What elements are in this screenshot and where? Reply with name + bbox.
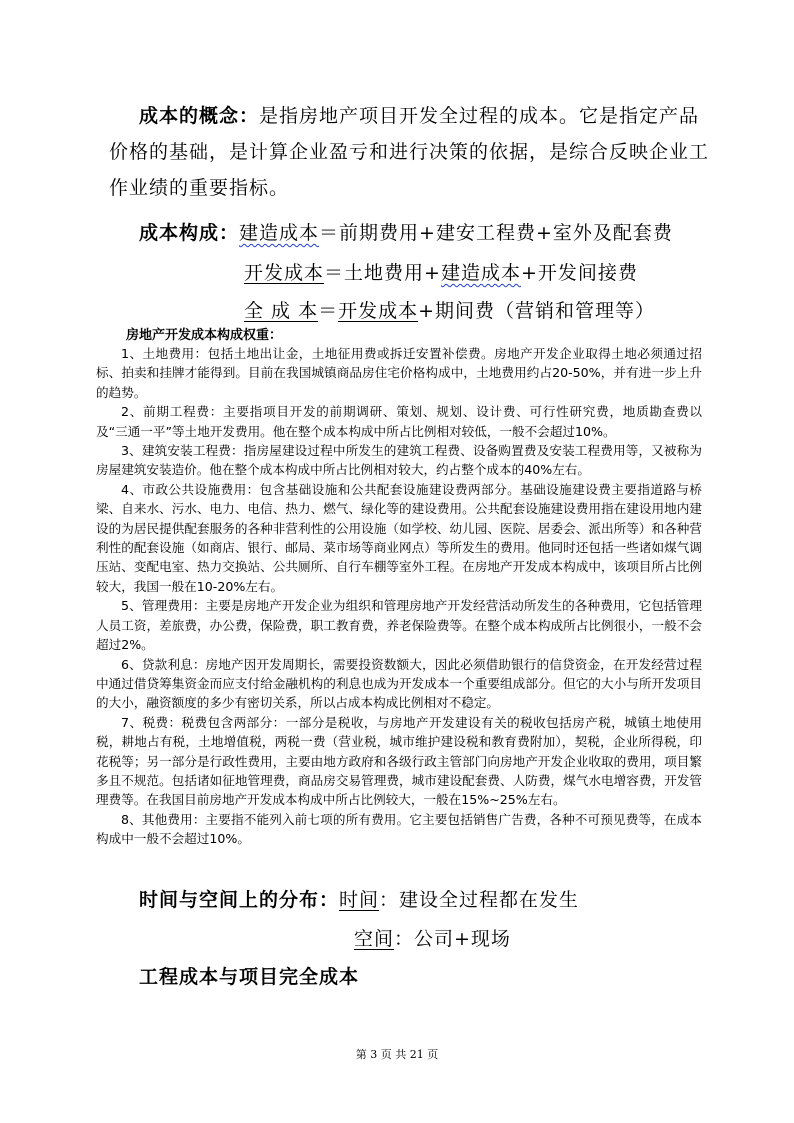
cost-weight-paragraph: 2、前期工程费：主要指项目开发的前期调研、策划、规划、设计费、可行性研究费，地质勘查费以及“三通一平”等土地开发费用。他在整个成本构成中所占比例相对较低，一般不会超过10%。 [96,404,702,439]
development-cost-formula-term: 建造成本 [440,262,521,284]
page-number-footer: 第 3 页 共 21 页 [355,1048,439,1061]
cost-composition-label: 成本构成： [139,222,240,244]
cost-composition-line-1 [139,218,673,245]
cost-weight-paragraph: 4、市政公共设施费用：包含基础设施和公共配套设施建设费两部分。基础设施建设费主要指道路与桥梁、自来水、污水、电力、电信、热力、燃气、绿化等的建设费用。公共配套设施建设费用指在建设用地内建设的为居民提供配套服务的各种非营利性的公用设施（如学校、幼儿园、医院、居委会、派出所等）和各种营利性的配套设施（如商店、银行、邮局、菜市场等商业网点）等所发生的费用。他同时还包括一些诸如煤气调压站、变配电室、热力交换站、公共厕所、自行车棚等室外工程。在房地产开发成本构成中，该项目所占比例较大，我国一般在10-20%左右。 [96,481,702,594]
cost-weight-paragraph: 1、土地费用：包括土地出让金，土地征用费或拆迁安置补偿费。房地产开发企业取得土地必须通过招标、拍卖和挂牌才能得到。目前在我国城镇商品房住宅价格构成中，土地费用约占20-50%，并有进一步上升的趋势。 [96,346,702,400]
development-cost-formula-a: ＝土地费用+ [324,262,441,284]
full-cost-formula-b: +期间费（营销和管理等） [418,300,656,322]
cost-weights-body [96,344,702,849]
cost-weight-paragraph: 7、税费：税费包含两部分：一部分是税收，与房地产开发建设有关的税收包括房产税，城镇土地使用税，耕地占有税，土地增值税，两税一费（营业税，城市维护建设税和教育费附加），契税，企业所得税，印花税等；另一部分是行政性费用，主要由地方政府和各级行政主管部门向房地产开发企业收取的费用，项目繁多且不规范。包括诸如征地管理费，商品房交易管理费，城市建设配套费、人防费，煤气水电增容费，开发管理费等。在我国目前房地产开发成本构成中所占比例较大，一般在15%~25%左右。 [96,714,702,808]
construction-cost-formula: ＝前期费用+建安工程费+室外及配套费 [319,222,673,244]
time-term: 时间 [339,889,380,911]
cost-concept-paragraph [109,98,709,206]
cost-weights-title: 房地产开发成本构成权重： [126,328,283,343]
distribution-time-line [139,885,579,912]
distribution-label: 时间与空间上的分布： [139,889,340,911]
space-term: 空间 [354,928,395,950]
cost-composition-line-3 [244,296,655,323]
distribution-space-line [354,924,511,951]
full-cost-formula-a: ＝ [318,300,339,322]
cost-composition-line-2 [244,258,638,285]
cost-weight-paragraph: 6、贷款利息：房地产因开发周期长，需要投资数额大，因此必须借助银行的信贷资金，在开发经营过程中通过借贷筹集资金而应支付给金融机构的利息也成为开发成本一个重要组成部分。但它的大小与所开发项目的大小，融资额度的多少有密切关系，所以占成本构成比例相对不稳定。 [96,656,702,711]
development-cost-formula-b: +开发间接费 [520,262,638,284]
cost-weight-paragraph: 5、管理费用：主要是房地产开发企业为组织和管理房地产开发经营活动所发生的各种费用，它包括管理人员工资，差旅费，办公费，保险费，职工教育费，养老保险费等。在整个成本构成所占比例很小，一般不会超过2%。 [96,598,702,653]
cost-weight-paragraph: 8、其他费用：主要指不能列入前七项的所有费用。它主要包括销售广告费，各种不可预见费等，在成本构成中一般不会超过10%。 [96,811,702,847]
full-cost-term: 全 成 本 [244,300,319,322]
time-text: ：建设全过程都在发生 [379,889,580,911]
construction-cost-term: 建造成本 [239,222,320,244]
cost-concept-text: 是指房地产项目开发全过程的成本。它是指定产品价格的基础，是计算企业盈亏和进行决策的依据，是综合反映企业工作业绩的重要指标。 [109,105,710,199]
development-cost-term: 开发成本 [244,262,325,284]
cost-weight-paragraph: 3、建筑安装工程费：指房屋建设过程中所发生的建筑工程费、设备购置费及安装工程费用等，又被称为房屋建筑安装造价。他在整个成本构成中所占比例相对较大，约占整个成本的40%左右。 [96,443,702,478]
cost-concept-label: 成本的概念： [139,105,260,127]
next-section-heading: 工程成本与项目完全成本 [139,966,360,988]
full-cost-formula-term: 开发成本 [338,300,419,322]
space-text: ：公司+现场 [394,928,511,950]
